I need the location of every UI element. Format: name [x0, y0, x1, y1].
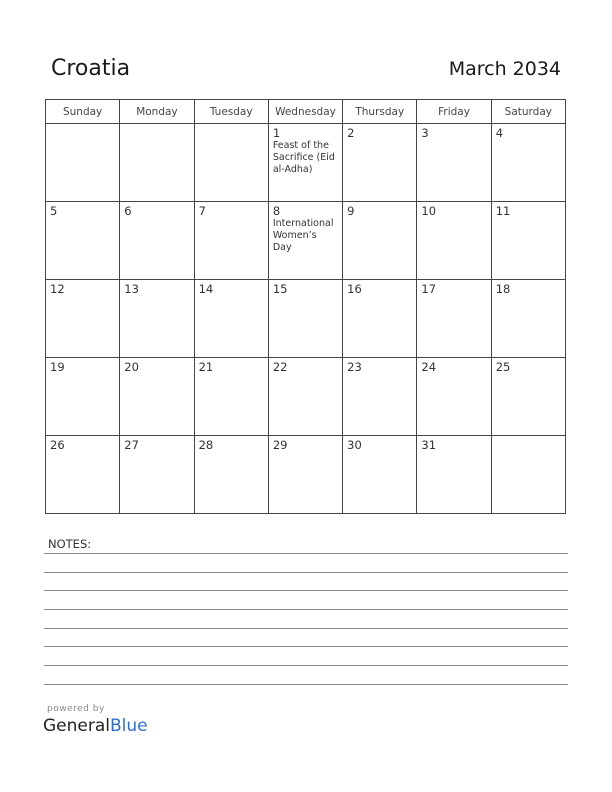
holiday-label: International Women’s Day — [272, 218, 334, 253]
weekday-header: Saturday — [491, 100, 565, 124]
weekday-header: Monday — [120, 100, 194, 124]
note-line — [44, 609, 568, 610]
day-cell — [120, 358, 194, 436]
day-cell — [491, 358, 565, 436]
brand-general: General — [43, 716, 110, 736]
day-cell — [343, 124, 417, 202]
day-number: 3 — [421, 126, 429, 140]
day-cell — [268, 358, 342, 436]
week-row — [46, 202, 566, 280]
day-number: 20 — [124, 360, 139, 374]
day-cell — [343, 436, 417, 514]
day-cell — [491, 202, 565, 280]
day-cell — [46, 358, 120, 436]
generalblue-logo[interactable] — [43, 716, 148, 736]
day-cell — [417, 436, 491, 514]
day-cell — [194, 358, 268, 436]
note-line — [44, 628, 568, 629]
day-number: 8 — [272, 204, 281, 218]
day-number: 4 — [495, 126, 504, 140]
day-cell — [417, 280, 491, 358]
day-number: 23 — [347, 360, 362, 374]
day-cell — [417, 124, 491, 202]
day-number: 14 — [198, 282, 214, 296]
day-cell — [417, 202, 491, 280]
weekday-header: Friday — [417, 100, 491, 124]
day-number: 9 — [347, 204, 355, 218]
day-number: 30 — [347, 438, 362, 452]
holiday-label: Feast of the Sacrifice (Eid al-Adha) — [272, 140, 335, 175]
notes-label: NOTES: — [48, 537, 92, 551]
day-number: 25 — [495, 360, 511, 374]
day-number: 27 — [124, 438, 139, 452]
week-row — [46, 280, 566, 358]
day-cell — [194, 280, 268, 358]
day-number: 22 — [272, 360, 288, 374]
day-number: 18 — [495, 282, 511, 296]
day-cell — [46, 202, 120, 280]
powered-by-text: powered by — [47, 704, 105, 714]
week-row — [46, 436, 566, 514]
day-cell — [46, 124, 120, 202]
day-number: 31 — [421, 438, 437, 452]
day-cell — [343, 280, 417, 358]
day-cell — [194, 124, 268, 202]
weekday-header: Sunday — [46, 100, 120, 124]
day-number: 24 — [421, 360, 437, 374]
day-number: 13 — [124, 282, 139, 296]
day-number: 29 — [272, 438, 288, 452]
note-line — [44, 553, 568, 554]
week-row — [46, 124, 566, 202]
day-number: 17 — [421, 282, 437, 296]
day-cell — [120, 436, 194, 514]
day-cell — [268, 202, 342, 280]
day-cell — [194, 436, 268, 514]
calendar-grid — [45, 99, 566, 514]
day-number: 1 — [272, 126, 281, 140]
day-cell — [46, 280, 120, 358]
day-number: 6 — [124, 204, 132, 218]
week-row — [46, 358, 566, 436]
brand-blue: Blue — [110, 716, 148, 736]
day-cell — [491, 436, 565, 514]
day-cell — [194, 202, 268, 280]
day-cell — [120, 280, 194, 358]
day-number: 7 — [198, 204, 206, 218]
day-number: 12 — [50, 282, 65, 296]
day-cell — [343, 202, 417, 280]
note-line — [44, 646, 568, 647]
day-number: 15 — [272, 282, 288, 296]
day-cell — [120, 202, 194, 280]
country-title: Croatia — [51, 56, 131, 81]
note-line — [44, 590, 568, 591]
day-number: 19 — [50, 360, 65, 374]
day-cell — [46, 436, 120, 514]
weekday-header: Thursday — [343, 100, 417, 124]
month-title: March 2034 — [448, 58, 561, 80]
note-line — [44, 684, 568, 685]
day-number: 10 — [421, 204, 437, 218]
day-cell — [417, 358, 491, 436]
day-cell — [343, 358, 417, 436]
day-cell — [120, 124, 194, 202]
day-number: 2 — [347, 126, 355, 140]
day-number: 5 — [50, 204, 58, 218]
day-number: 21 — [198, 360, 214, 374]
note-line — [44, 665, 568, 666]
day-number: 28 — [198, 438, 214, 452]
weekday-header: Tuesday — [194, 100, 268, 124]
day-cell — [268, 124, 342, 202]
day-cell — [491, 124, 565, 202]
day-number: 16 — [347, 282, 362, 296]
note-line — [44, 572, 568, 573]
day-number: 26 — [50, 438, 65, 452]
weekday-header: Wednesday — [268, 100, 342, 124]
day-number: 11 — [495, 204, 511, 218]
day-cell — [491, 280, 565, 358]
day-cell — [268, 436, 342, 514]
weekday-header-row — [46, 100, 566, 124]
day-cell — [268, 280, 342, 358]
